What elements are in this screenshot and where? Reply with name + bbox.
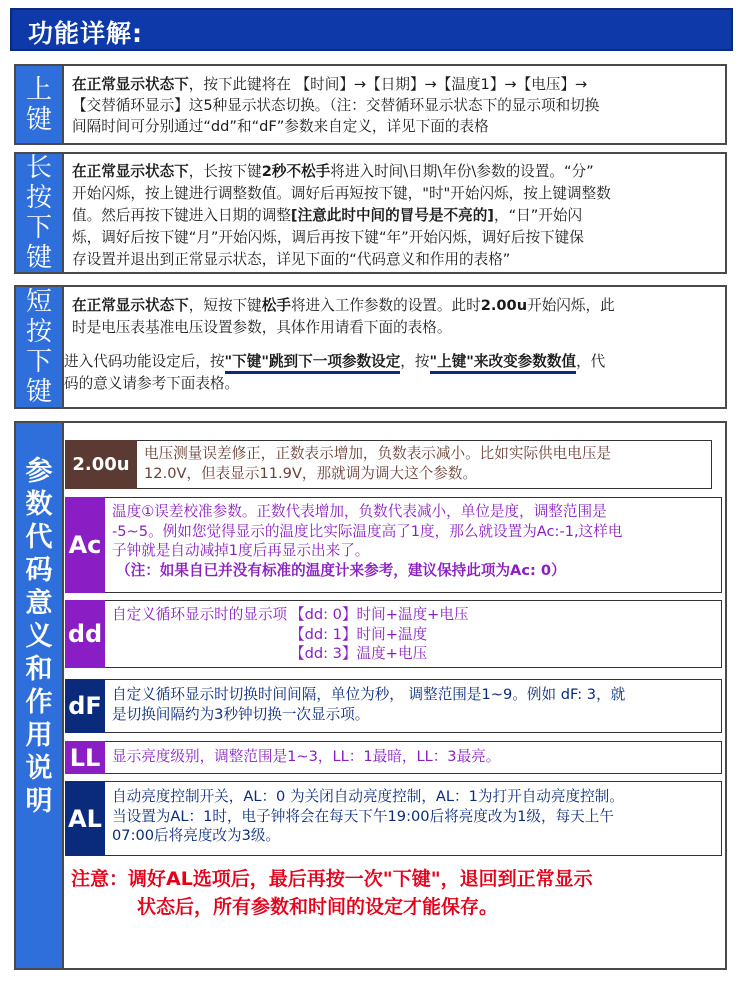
text-line: 烁，调好后按下键“月”开始闪烁，调后再按下键“年”开始闪烁，调好后按下键保 (72, 229, 584, 246)
text-line: 时是电压表基准电压设置参数，具体作用请看下面的表格。 (72, 319, 452, 336)
page-title: 功能详解: (28, 19, 143, 48)
side-char: 作 (25, 687, 53, 718)
text-line: 将进入工作参数的设置。此时 (290, 297, 481, 314)
emphasis-text: 在正常显示状态下 (72, 163, 189, 180)
param-description (112, 502, 622, 580)
text-line: 子钟就是自动减掉1度后再显示出来了。 (112, 542, 370, 559)
param-row-ac (65, 497, 722, 593)
side-char: 和 (25, 654, 53, 685)
long-press-section (14, 152, 727, 274)
param-code: dF (68, 692, 102, 720)
param-code-badge (65, 741, 105, 774)
text-line: 是切换间隔约为3秒钟切换一次显示项。 (112, 705, 370, 723)
up-key-hint: "上键"来改变参数数值 (430, 353, 577, 374)
emphasis-text: [注意此时中间的冒号是不亮的] (290, 207, 494, 224)
text-line: 间隔时间可分别通过“dd”和“dF”参数来自定义，详见下面的表格 (72, 118, 489, 135)
side-char: 码 (25, 555, 53, 586)
side-char: 数 (25, 489, 53, 520)
text-line: 码的意义请参考下面表格。 (64, 375, 240, 392)
emphasis-text: 2.00u (480, 297, 528, 314)
param-code-badge (65, 600, 105, 668)
param-code-badge (65, 440, 137, 489)
param-code: AL (68, 804, 102, 833)
param-note: （注：如果自已并没有标准的温度计来参考，建议保持此项为Ac: 0） (116, 561, 566, 579)
side-char: 参 (25, 456, 53, 487)
text-line: 开始闪烁，按上键进行调整数值。调好后再短按下键，"时"开始闪烁，按上键调整数 (72, 185, 611, 202)
page-header (10, 8, 733, 51)
text-line: 12.0V，但表显示11.9V，那就调为调大这个参数。 (144, 464, 478, 482)
side-char: 代 (25, 522, 53, 553)
param-code-badge (65, 679, 105, 733)
warning-line: 状态后，所有参数和时间的设定才能保存。 (137, 896, 499, 918)
text-line: -5~5。例如您觉得显示的温度比实际温度高了1度，那么就设置为Ac:-1,这样电 (112, 522, 623, 540)
parameter-section (14, 421, 727, 970)
long-press-description (72, 161, 717, 271)
text-line: ，“日”开始闪 (493, 207, 583, 224)
short-press-description (72, 295, 717, 339)
text-line: ，代 (576, 353, 606, 370)
param-code-badge (65, 497, 105, 593)
param-code: dd (67, 620, 103, 648)
side-char: 说 (25, 753, 53, 784)
side-char: 长 (25, 153, 52, 183)
side-char: 键 (25, 104, 52, 135)
side-char: 明 (25, 786, 53, 817)
param-description (112, 747, 500, 767)
short-press-side-label (16, 287, 64, 407)
param-code: Ac (68, 531, 102, 559)
text-line: 07:00后将亮度改为3级。 (112, 827, 281, 844)
text-line: 进入代码功能设定后，按 (64, 353, 225, 370)
text-line: 自定义循环显示时切换时间间隔，单位为秒， 调整范围是1~9。例如 dF: 3，就 (112, 686, 626, 703)
parameter-side-label (16, 423, 64, 968)
text-line: ，长按下键 (188, 163, 262, 180)
short-press-usage (64, 351, 717, 395)
param-code: 2.00u (72, 454, 130, 475)
side-char: 下 (25, 347, 52, 377)
side-char: 按 (25, 317, 52, 347)
param-code: LL (69, 743, 101, 772)
emphasis-text: 2秒不松手 (261, 163, 331, 180)
param-options (290, 605, 469, 664)
text-line: 显示亮度级别，调整范围是1~3，LL：1最暗，LL：3最亮。 (112, 748, 501, 765)
emphasis-text: 在正常显示状态下 (72, 297, 189, 314)
up-key-section (14, 64, 727, 145)
param-row-2.00u (65, 440, 712, 489)
text-line: 【交替循环显示】这5种显示状态切换。（注：交替循环显示状态下的显示项和切换 (72, 97, 600, 114)
param-row-ll (65, 741, 722, 774)
long-press-side-label (16, 154, 64, 272)
param-description: 自定义循环显示时的显示项 (112, 606, 288, 623)
param-description (112, 685, 625, 724)
short-press-section (14, 285, 727, 409)
param-option: 【dd: 1】时间+温度 (290, 625, 428, 643)
text-line: 电压测量误差修正，正数表示增加，负数表示减小。比如实际供电电压是 (144, 445, 612, 462)
text-line: 温度①误差校准参数。正数代表增加，负数代表减小，单位是度，调整范围是 (112, 503, 607, 520)
side-char: 义 (25, 621, 53, 652)
param-code-badge (65, 781, 105, 856)
side-char: 用 (25, 720, 53, 751)
text-line: 当设置为AL：1时，电子钟将会在每天下午19:00后将亮度改为1级，每天上午 (112, 807, 614, 825)
text-line: 存设置并退出到正常显示状态，详见下面的“代码意义和作用的表格” (72, 251, 511, 268)
param-option: 【dd: 0】时间+温度+电压 (290, 606, 469, 623)
text-line: ，短按下键 (188, 297, 262, 314)
param-option: 【dd: 3】温度+电压 (290, 645, 428, 662)
up-key-description (72, 74, 717, 137)
side-char: 键 (25, 243, 52, 273)
text-line: 值。然后再按下键进入日期的调整 (72, 207, 291, 224)
param-row-al (65, 781, 722, 856)
side-char: 意 (25, 588, 53, 619)
side-char: 下 (25, 213, 52, 243)
emphasis-text: 在正常显示状态下 (72, 76, 189, 93)
side-char: 上 (25, 74, 52, 105)
text-line: ，按 (400, 353, 430, 370)
text-line: 开始闪烁，此 (527, 297, 615, 314)
warning-line: 注意：调好AL选项后，最后再按一次"下键"，退回到正常显示 (71, 868, 593, 890)
param-description (112, 787, 624, 846)
down-key-hint: "下键"跳到下一项参数设定 (225, 353, 401, 374)
up-key-side-label (16, 66, 64, 143)
param-description (144, 444, 611, 483)
param-row-dd (65, 600, 722, 668)
side-char: 键 (25, 377, 52, 407)
text-line: 将进入时间\日期\年份\参数的设置。“分” (330, 163, 594, 180)
text-line: 自动亮度控制开关，AL：0 为关闭自动亮度控制，AL：1为打开自动亮度控制。 (112, 788, 624, 805)
save-warning (71, 865, 593, 921)
emphasis-text: 松手 (261, 297, 291, 314)
side-char: 按 (25, 183, 52, 213)
param-row-df (65, 679, 722, 733)
text-line: ，按下此键将在 【时间】→【日期】→【温度1】→【电压】→ (188, 76, 588, 93)
side-char: 短 (25, 287, 52, 317)
